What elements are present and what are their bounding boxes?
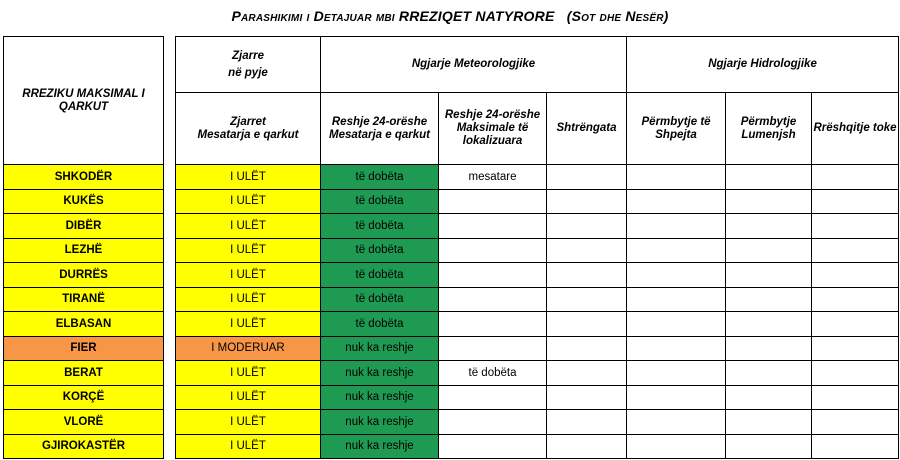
flash-floods-cell	[627, 312, 726, 337]
flash-floods-cell	[627, 214, 726, 239]
storms-cell	[547, 238, 627, 263]
fire-risk-cell: I ULËT	[176, 361, 321, 386]
region-name: DIBËR	[4, 214, 164, 239]
rain-max-cell: të dobëta	[439, 361, 547, 386]
separator-column	[164, 37, 176, 165]
fire-risk-cell: I ULËT	[176, 287, 321, 312]
table-row	[4, 410, 899, 435]
river-floods-cell	[726, 287, 812, 312]
rain-average-cell: të dobëta	[321, 238, 439, 263]
region-name: VLORË	[4, 410, 164, 435]
fire-risk-cell: I ULËT	[176, 165, 321, 190]
storms-cell	[547, 336, 627, 361]
table-row	[4, 434, 899, 459]
table-row	[4, 336, 899, 361]
table-row	[4, 361, 899, 386]
storms-cell	[547, 410, 627, 435]
rain-average-cell: nuk ka reshje	[321, 361, 439, 386]
rain-average-cell: nuk ka reshje	[321, 434, 439, 459]
landslides-cell	[812, 336, 899, 361]
flash-floods-cell	[627, 189, 726, 214]
flash-floods-cell	[627, 287, 726, 312]
separator-cell	[164, 312, 176, 337]
separator-cell	[164, 410, 176, 435]
storms-cell	[547, 214, 627, 239]
rain-average-cell: nuk ka reshje	[321, 410, 439, 435]
flash-floods-cell	[627, 361, 726, 386]
rain-average-cell: të dobëta	[321, 214, 439, 239]
table-row	[4, 287, 899, 312]
region-name: DURRËS	[4, 263, 164, 288]
region-name: GJIROKASTËR	[4, 434, 164, 459]
region-name: KUKËS	[4, 189, 164, 214]
rain-average-header: Reshje 24-orëshe Mesatarja e qarkut	[321, 93, 439, 165]
region-name: FIER	[4, 336, 164, 361]
river-floods-cell	[726, 410, 812, 435]
storms-cell	[547, 165, 627, 190]
flash-floods-cell	[627, 263, 726, 288]
rain-max-cell: mesatare	[439, 165, 547, 190]
river-floods-cell	[726, 214, 812, 239]
storms-cell	[547, 263, 627, 288]
rain-max-cell	[439, 189, 547, 214]
flash-floods-header: Përmbytje të Shpejta	[627, 93, 726, 165]
rain-max-cell	[439, 410, 547, 435]
storms-cell	[547, 287, 627, 312]
risk-table	[3, 36, 899, 459]
title-suffix: (Sot dhe Nesër)	[566, 8, 669, 24]
fire-risk-cell: I ULËT	[176, 410, 321, 435]
storms-cell	[547, 434, 627, 459]
separator-cell	[164, 214, 176, 239]
region-column-header: RREZIKU MAKSIMAL I QARKUT	[4, 37, 164, 165]
landslides-cell	[812, 189, 899, 214]
landslides-cell	[812, 263, 899, 288]
region-name: BERAT	[4, 361, 164, 386]
rain-average-cell: të dobëta	[321, 165, 439, 190]
region-name: LEZHË	[4, 238, 164, 263]
fire-sub-header: Zjarret Mesatarja e qarkut	[176, 93, 321, 165]
separator-cell	[164, 165, 176, 190]
table-row	[4, 189, 899, 214]
river-floods-cell	[726, 238, 812, 263]
rain-average-cell: të dobëta	[321, 312, 439, 337]
rain-average-cell: të dobëta	[321, 263, 439, 288]
separator-cell	[164, 361, 176, 386]
rain-max-cell	[439, 238, 547, 263]
rain-max-header: Reshje 24-orëshe Maksimale të lokalizuara	[439, 93, 547, 165]
landslides-cell	[812, 312, 899, 337]
river-floods-header: Përmbytje Lumenjsh	[726, 93, 812, 165]
rain-max-cell	[439, 263, 547, 288]
river-floods-cell	[726, 434, 812, 459]
storms-header: Shtrëngata	[547, 93, 627, 165]
page-title	[0, 8, 900, 24]
table-row	[4, 214, 899, 239]
flash-floods-cell	[627, 165, 726, 190]
hydro-group-header: Ngjarje Hidrologjike	[627, 37, 899, 93]
fire-risk-cell: I MODERUAR	[176, 336, 321, 361]
rain-average-cell: të dobëta	[321, 287, 439, 312]
landslides-cell	[812, 214, 899, 239]
landslides-cell	[812, 361, 899, 386]
region-name: SHKODËR	[4, 165, 164, 190]
region-name: KORÇË	[4, 385, 164, 410]
rain-max-cell	[439, 214, 547, 239]
fire-risk-cell: I ULËT	[176, 214, 321, 239]
separator-cell	[164, 336, 176, 361]
separator-cell	[164, 385, 176, 410]
river-floods-cell	[726, 312, 812, 337]
fire-risk-cell: I ULËT	[176, 434, 321, 459]
rain-max-cell	[439, 312, 547, 337]
separator-cell	[164, 434, 176, 459]
table-row	[4, 238, 899, 263]
storms-cell	[547, 385, 627, 410]
river-floods-cell	[726, 165, 812, 190]
landslides-cell	[812, 238, 899, 263]
storms-cell	[547, 312, 627, 337]
river-floods-cell	[726, 189, 812, 214]
river-floods-cell	[726, 336, 812, 361]
region-name: TIRANË	[4, 287, 164, 312]
flash-floods-cell	[627, 434, 726, 459]
landslides-cell	[812, 410, 899, 435]
title-prefix: Parashikimi i Detajuar mbi	[231, 8, 399, 24]
fire-risk-cell: I ULËT	[176, 385, 321, 410]
storms-cell	[547, 189, 627, 214]
title-main: RREZIQET NATYRORE	[398, 8, 555, 24]
separator-cell	[164, 287, 176, 312]
fire-group-header: Zjarre në pyje	[176, 37, 321, 93]
river-floods-cell	[726, 361, 812, 386]
table-row	[4, 385, 899, 410]
landslides-cell	[812, 165, 899, 190]
separator-cell	[164, 189, 176, 214]
meteo-group-header: Ngjarje Meteorologjike	[321, 37, 627, 93]
rain-max-cell	[439, 287, 547, 312]
landslides-cell	[812, 385, 899, 410]
rain-average-cell: nuk ka reshje	[321, 385, 439, 410]
fire-risk-cell: I ULËT	[176, 189, 321, 214]
separator-cell	[164, 263, 176, 288]
table-row	[4, 263, 899, 288]
rain-average-cell: nuk ka reshje	[321, 336, 439, 361]
table-row	[4, 165, 899, 190]
fire-risk-cell: I ULËT	[176, 238, 321, 263]
flash-floods-cell	[627, 410, 726, 435]
separator-cell	[164, 238, 176, 263]
rain-average-cell: të dobëta	[321, 189, 439, 214]
flash-floods-cell	[627, 385, 726, 410]
flash-floods-cell	[627, 336, 726, 361]
region-name: ELBASAN	[4, 312, 164, 337]
rain-max-cell	[439, 336, 547, 361]
river-floods-cell	[726, 385, 812, 410]
fire-risk-cell: I ULËT	[176, 263, 321, 288]
flash-floods-cell	[627, 238, 726, 263]
river-floods-cell	[726, 263, 812, 288]
table-row	[4, 312, 899, 337]
storms-cell	[547, 361, 627, 386]
rain-max-cell	[439, 385, 547, 410]
rain-max-cell	[439, 434, 547, 459]
fire-risk-cell: I ULËT	[176, 312, 321, 337]
landslides-cell	[812, 434, 899, 459]
landslides-cell	[812, 287, 899, 312]
landslides-header: Rrëshqitje toke	[812, 93, 899, 165]
